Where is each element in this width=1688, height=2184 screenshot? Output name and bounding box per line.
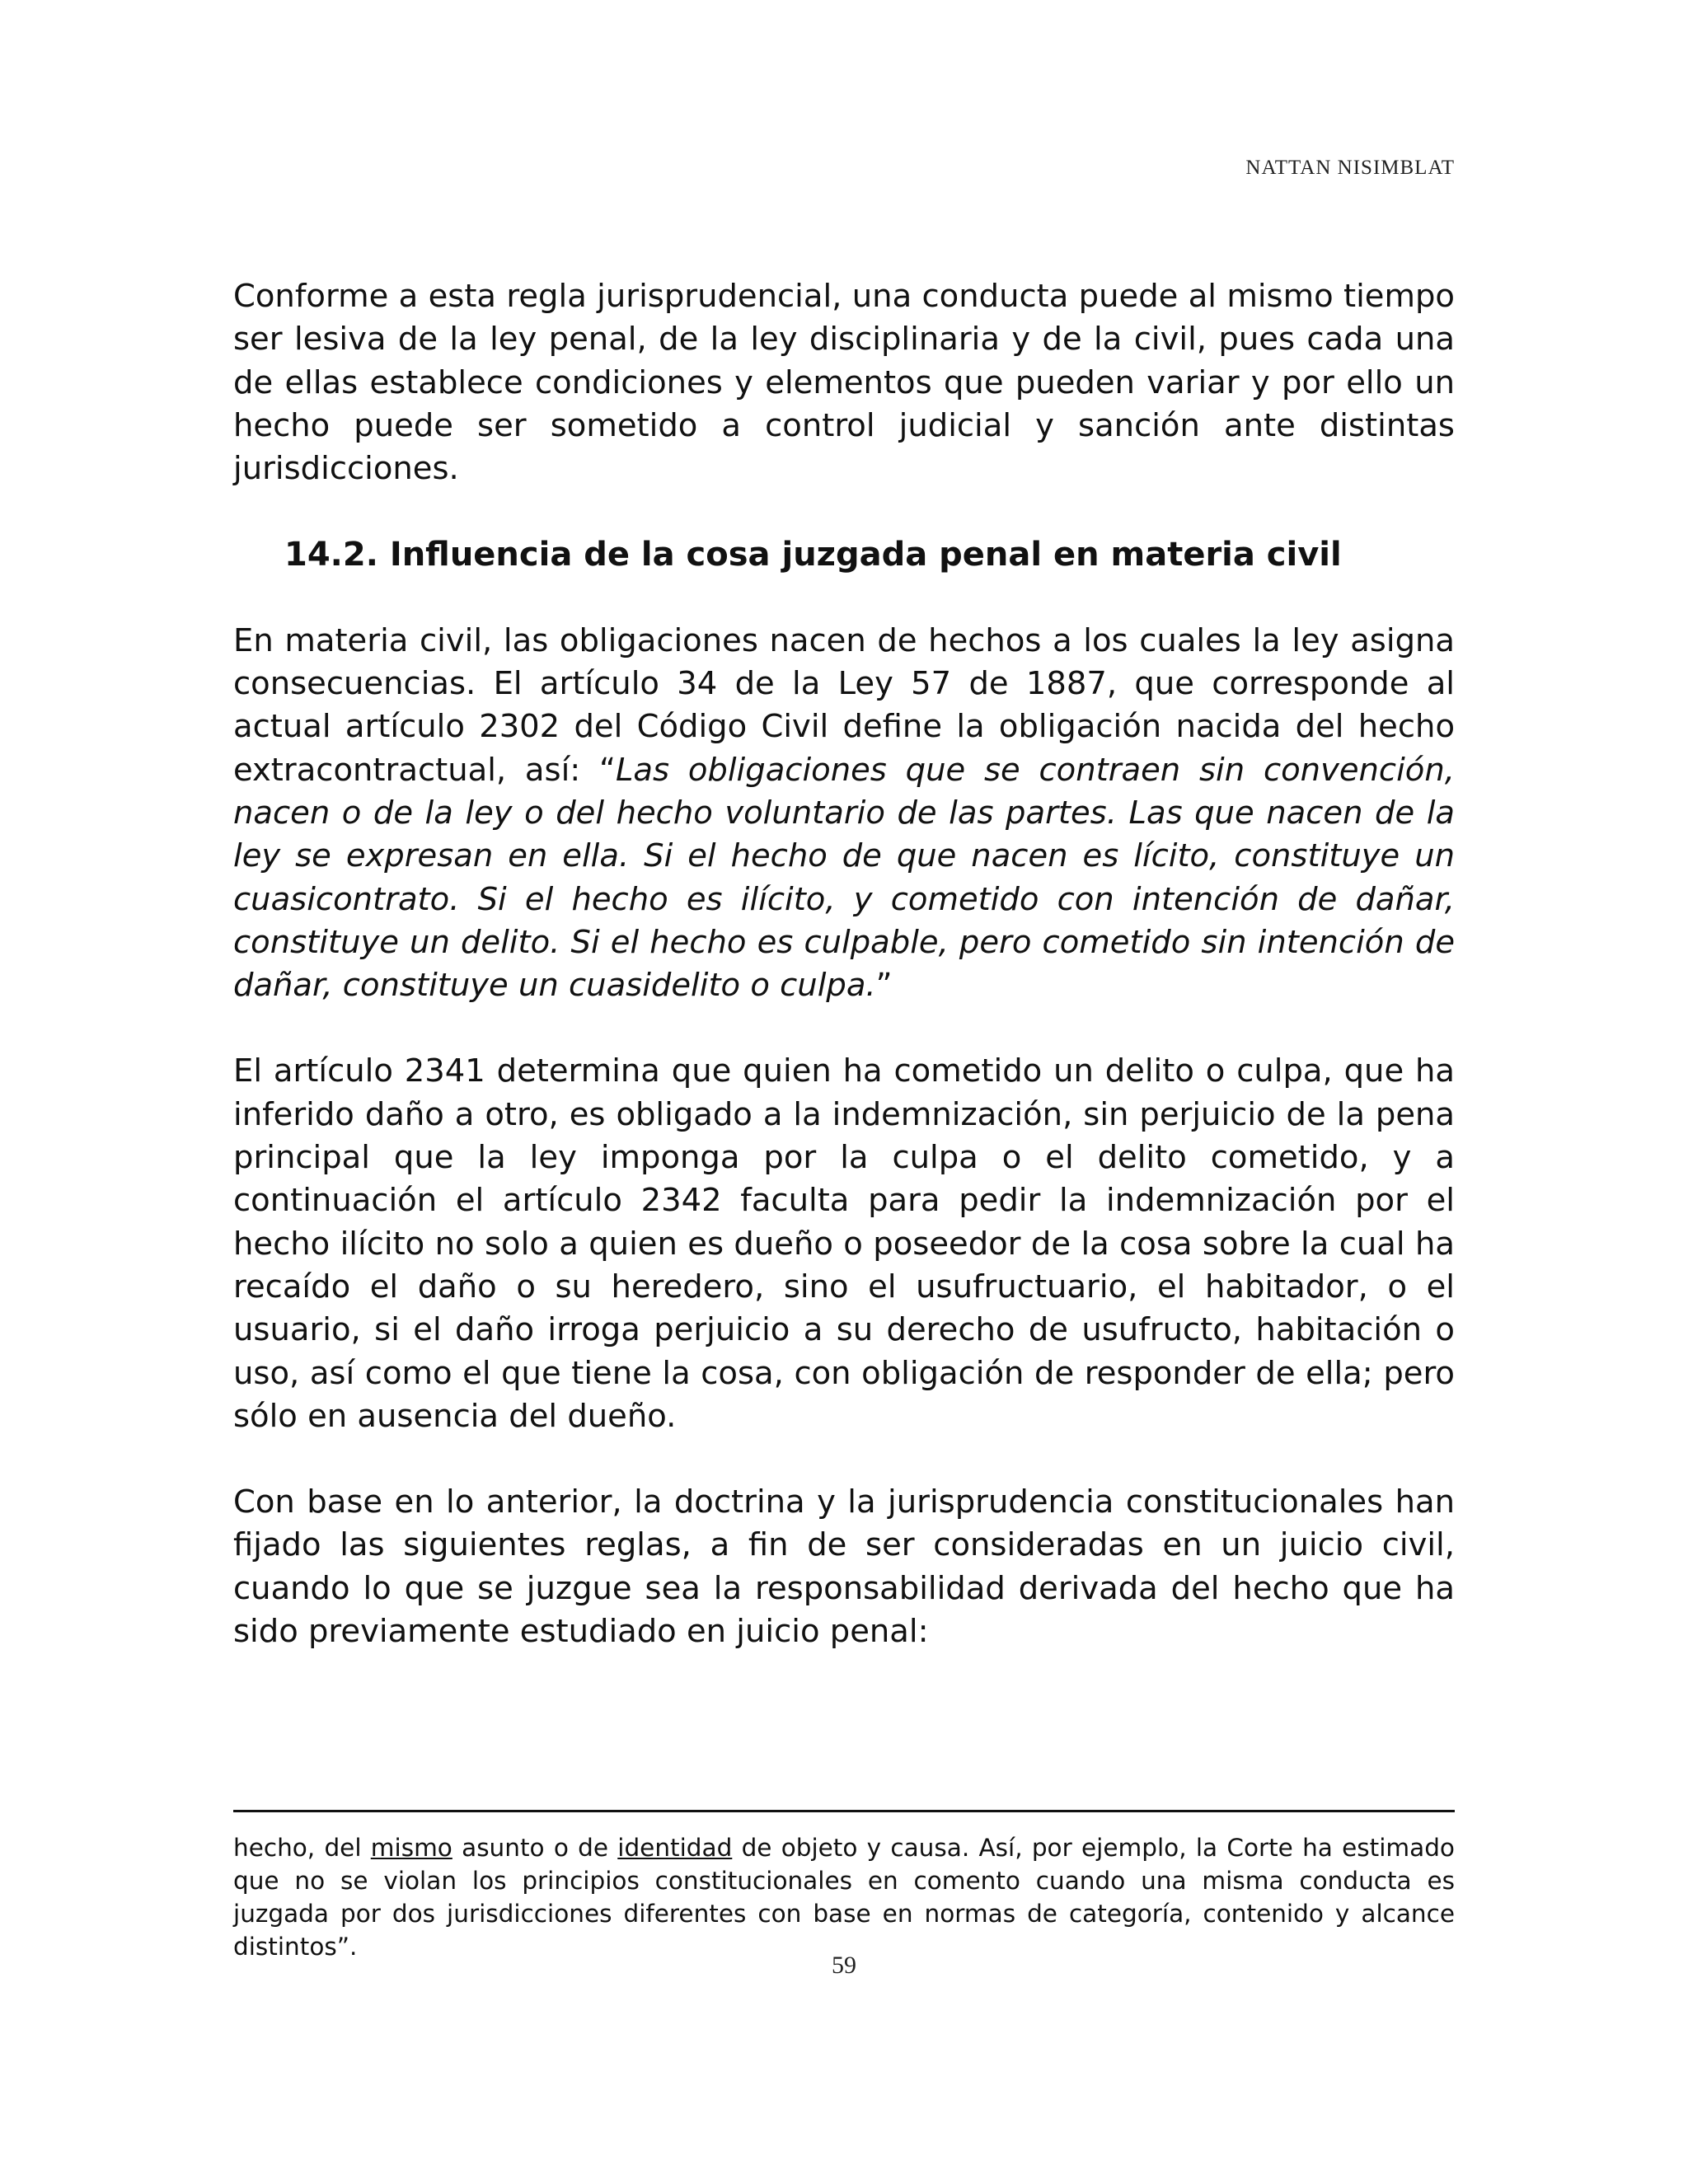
page-body [233, 275, 1455, 1696]
footnote-separator [233, 1810, 1455, 1812]
footnote-underlined-mismo: mismo [370, 1834, 452, 1862]
paragraph-conforme: Conforme a esta regla jurisprudencial, una conducta puede al mismo tiempo ser lesiva de la ley penal, de la ley disciplinaria y de la civil, pues cada una de ellas establece condiciones y elementos que pueden variar y por ello un hecho puede ser sometido a control judicial y sanción ante distintas jurisdicciones. [233, 278, 1455, 488]
footnote-text [233, 1831, 1455, 1963]
paragraph-materia-civil [233, 620, 1455, 1008]
footnote-part-3: de objeto y causa. Así, por ejemplo, la Corte ha estimado que no se violan los principios constitucionales en comento cuando una misma conducta es juzgada por dos jurisdicciones diferentes con base en normas de categoría, contenido y alcance distintos”. [233, 1834, 1455, 1961]
running-header: NATTAN NISIMBLAT [1245, 157, 1455, 179]
paragraph-intro-text: En materia civil, las obligaciones nacen de hechos a los cuales la ley asigna consecuencias. El artículo 34 de la Ley 57 de 1887, que corresponde al actual artículo 2302 del Código Civil define la obligación nacida del hecho extracontractual, así: “ [233, 621, 1455, 789]
closing-quote-mark: ” [875, 967, 893, 1005]
paragraph-articulo-2341: El artículo 2341 determina que quien ha cometido un delito o culpa, que ha inferido daño a otro, es obligado a la indemnización, sin perjuicio de la pena principal que la ley imponga por la culpa o el delito cometido, y a continuación el artículo 2342 faculta para pedir la indemnización por el hecho ilícito no solo a quien es dueño o poseedor de la cosa sobre la cual ha recaído el daño o su heredero, sino el usufructuario, el habitador, o el usuario, si el daño irroga perjuicio a su derecho de usufructo, habitación o uso, así como el que tiene la cosa, con obligación de responder de ella; pero sólo en ausencia del dueño. [233, 1052, 1455, 1435]
page-number: 59 [832, 1952, 856, 1979]
section-heading: 14.2. Influencia de la cosa juzgada penal en materia civil [284, 536, 1342, 574]
footnote-underlined-identidad: identidad [617, 1834, 733, 1862]
paragraph-con-base: Con base en lo anterior, la doctrina y la jurisprudencia constitucionales han fijado las siguientes reglas, a fin de ser consideradas en un juicio civil, cuando lo que se juzgue sea la responsabilidad derivada del hecho que ha sido previamente estudiado en juicio penal: [233, 1483, 1455, 1651]
footnote-part-2: asunto o de [452, 1834, 618, 1862]
footnote-part-1: hecho, del [233, 1834, 371, 1862]
quoted-article-text: Las obligaciones que se contraen sin convención, nacen o de la ley o del hecho voluntario de las partes. Las que nacen de la ley se expresan en ella. Si el hecho de que nacen es lícito, constituye un cuasicontrato. Si el hecho es ilícito, y cometido con intención de dañar, constituye un delito. Si el hecho es culpable, pero cometido sin intención de dañar, constituye un cuasidelito o culpa. [233, 751, 1455, 1005]
